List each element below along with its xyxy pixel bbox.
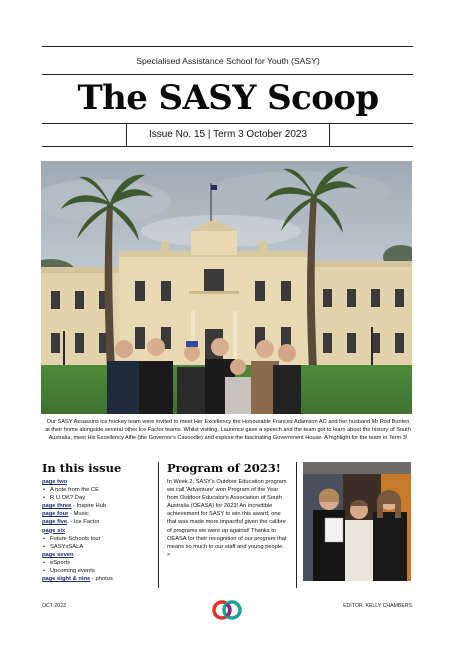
newsletter-title: The SASY Scoop (77, 78, 379, 118)
toc-page-six[interactable]: page six (42, 527, 66, 534)
issue-info: Issue No. 15 | Term 3 October 2023 (126, 124, 330, 146)
footer-editor: EDITOR: KELLY CHAMBERS (343, 603, 412, 609)
rule-under-school (42, 74, 413, 75)
list-item: • Future Schools tour (42, 535, 156, 543)
government-house-team-photo (41, 161, 412, 414)
photo-caption: Our SASY Assassins ice hockey team were invited to meet Her Excellency the Honourable Frances Adamson AC and her husband Mr Rod Bunten at their home alongside several other Ice Factor teams. Whilst visiting, Laurence gave a speech and the team got to learn about the history of South Australia, meet His Excellency Alfie (the Governor's Cavoodle) and explore the fascinating Government House. A highlight for the team in Term 3! (45, 419, 411, 442)
program-body-text: In Week 2, SASY's Outdoor Education program we call 'Adventure' won Program of the Year from Outdoor Educator's Association of South Australia (OEASA) for 2023! An incredible achievement for SASY to win this award, one that was made more impactful given the calibre of programs we were up against! Thanks to OEASA for their recognition of our program that means so much to our staff and young people. (167, 479, 287, 550)
toc-page-three[interactable]: page three - Inspire Hub (42, 503, 107, 510)
in-this-issue-heading: In this issue (42, 461, 122, 475)
program-article (167, 478, 291, 559)
rule-below-issue (42, 146, 413, 147)
list-item: • A note from the CE (42, 486, 156, 494)
toc-page-two[interactable]: page two (42, 479, 68, 485)
top-rule (42, 46, 413, 47)
sasy-logo (211, 599, 243, 621)
list-item: • eSports (42, 559, 156, 567)
toc-page-four[interactable]: page four - Music (42, 511, 89, 518)
list-item: • R U OK? Day (42, 494, 156, 502)
toc-page-seven[interactable]: page seven (42, 551, 74, 558)
read-more-arrow[interactable]: > (167, 551, 171, 558)
list-item: • Upcoming events (42, 567, 156, 575)
list-item: • SASYxSALA (42, 543, 156, 551)
column-divider (296, 462, 297, 588)
school-name: Specialised Assistance School for Youth (SASY) (136, 56, 320, 66)
program-heading: Program of 2023! (167, 461, 281, 475)
footer-date: OCT 2023 (42, 603, 66, 609)
column-divider (158, 462, 159, 588)
table-of-contents (42, 478, 156, 583)
toc-page-five[interactable]: page five. - Ice Factor (42, 519, 100, 526)
toc-page-eight-nine[interactable]: page eight & nine - photos (42, 576, 113, 583)
award-photo (303, 462, 411, 581)
